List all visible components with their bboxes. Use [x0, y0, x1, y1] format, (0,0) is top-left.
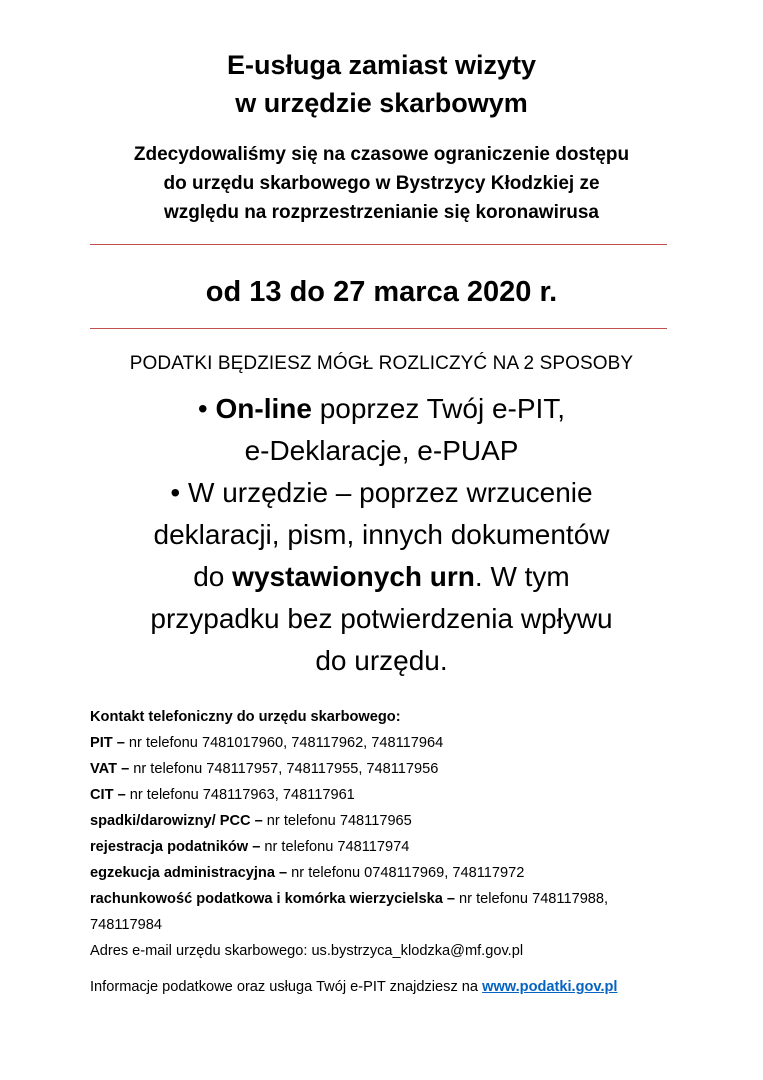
online-line-1: [0, 388, 763, 430]
online-line-2: e-Deklaracje, e-PUAP: [244, 435, 519, 466]
contacts-section: [90, 704, 680, 1000]
contact-label: PIT –: [90, 735, 125, 751]
contact-row: [90, 756, 680, 782]
contact-row: [90, 808, 680, 834]
contact-label: CIT –: [90, 787, 126, 803]
podatki-link[interactable]: www.podatki.gov.pl: [482, 979, 618, 995]
urns-label: wystawionych urn: [232, 561, 475, 592]
page-subtitle: [0, 140, 763, 227]
contact-value: nr telefonu 748117965: [262, 813, 412, 829]
subtitle-line-1: Zdecydowaliśmy się na czasowe ograniczenie dostępu: [133, 144, 630, 165]
bullet-icon: •: [197, 393, 208, 424]
title-line-1: E-usługa zamiast wizyty: [226, 50, 537, 80]
divider-bottom: [90, 328, 667, 329]
contact-row: [90, 886, 680, 938]
bullet-icon: •: [170, 477, 181, 508]
closure-dates: od 13 do 27 marca 2020 r.: [205, 276, 558, 308]
contact-value: nr telefonu 748117988, 748117984: [90, 891, 609, 933]
email-line: Adres e-mail urzędu skarbowego: us.bystrzyca_klodzka@mf.gov.pl: [90, 943, 524, 959]
ways-list: [0, 388, 763, 682]
contact-row: [90, 782, 680, 808]
contact-label: spadki/darowizny/ PCC –: [90, 813, 263, 829]
title-line-2: w urzędzie skarbowym: [235, 88, 528, 118]
contact-value: nr telefonu 748117963, 748117961: [125, 787, 355, 803]
contacts-heading: Kontakt telefoniczny do urzędu skarbowego:: [90, 709, 401, 725]
contact-row: [90, 730, 680, 756]
contact-label: egzekucja administracyjna –: [90, 865, 288, 881]
contact-value: nr telefonu 748117974: [260, 839, 410, 855]
info-line: Informacje podatkowe oraz usługa Twój e-PIT znajdziesz na www.podatki.gov.pl: [90, 979, 618, 995]
office-line-5: do urzędu.: [315, 645, 448, 676]
contact-row: [90, 834, 680, 860]
contact-row: [90, 860, 680, 886]
office-text: W urzędzie – poprzez wrzucenie: [180, 477, 593, 508]
contact-value: nr telefonu 748117957, 748117955, 748117956: [129, 761, 439, 777]
subtitle-line-2: do urzędu skarbowego w Bystrzycy Kłodzkiej ze: [163, 173, 600, 194]
contact-label: rachunkowość podatkowa i komórka wierzycielska –: [90, 891, 455, 907]
contact-value: nr telefonu 0748117969, 748117972: [287, 865, 525, 881]
ways-heading: PODATKI BĘDZIESZ MÓGŁ ROZLICZYĆ NA 2 SPOSOBY: [129, 353, 634, 374]
office-line-4: przypadku bez potwierdzenia wpływu: [150, 603, 613, 634]
online-label: On-line: [215, 393, 312, 424]
contact-label: rejestracja podatników –: [90, 839, 261, 855]
office-line-1: [0, 472, 763, 514]
contact-value: nr telefonu 7481017960, 748117962, 748117964: [124, 735, 444, 751]
online-text: poprzez Twój e-PIT,: [311, 393, 566, 424]
subtitle-line-3: względu na rozprzestrzenianie się koronawirusa: [163, 202, 599, 223]
page-title: [0, 46, 763, 122]
office-line-2: deklaracji, pism, innych dokumentów: [153, 519, 610, 550]
office-line-3: do wystawionych urn. W tym: [193, 561, 570, 592]
contact-label: VAT –: [90, 761, 130, 777]
divider-top: [90, 244, 667, 245]
